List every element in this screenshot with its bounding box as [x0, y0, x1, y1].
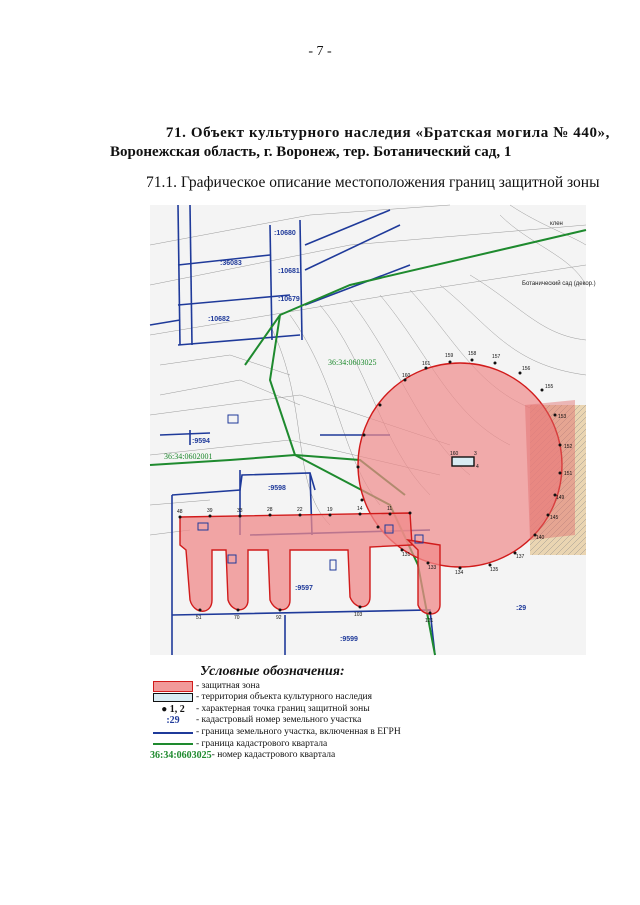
point-label: 152 [564, 444, 573, 450]
point-label: 131 [402, 552, 411, 558]
point-label: 160 [450, 451, 459, 457]
point-label: 149 [556, 495, 565, 501]
section-subheading: 71.1. Графическое описание местоположения границ защитной зоны [146, 174, 600, 191]
legend-symbol [150, 693, 196, 702]
legend-text: - характерная точка границ защитной зоны [196, 703, 370, 714]
point-label: 22 [297, 507, 303, 513]
heading-line-1: 71. Объект культурного наследия «Братская могила № 440», [165, 125, 610, 141]
legend-symbol [150, 681, 196, 692]
point-label: 14 [357, 506, 363, 512]
point-label: 158 [468, 351, 477, 357]
point-label: 19 [327, 507, 333, 513]
parcel-label: :10682 [208, 316, 230, 323]
point-label: 153 [558, 414, 567, 420]
heritage-object [452, 457, 474, 466]
legend-row-object [150, 692, 570, 704]
point-label: 39 [207, 508, 213, 514]
point-label: 33 [237, 508, 243, 514]
legend-row-cad-number [150, 715, 570, 727]
point-label: 51 [196, 615, 202, 621]
point-label: 11 [387, 506, 393, 512]
legend-row-green-line [150, 739, 570, 751]
legend-text: - граница кадастрового квартала [196, 738, 328, 749]
parcel-label: :10681 [278, 268, 300, 275]
place-label: клен [550, 221, 563, 227]
point-label: 121 [425, 618, 434, 624]
parcel-label: :36083 [220, 260, 242, 267]
parcel-label: :10680 [274, 230, 296, 237]
legend-symbol [150, 732, 196, 734]
point-label: 28 [267, 507, 273, 513]
legend-text: - территория объекта культурного наследия [196, 692, 372, 703]
point-label: 157 [492, 354, 501, 360]
point-label: 70 [234, 615, 240, 621]
point-label: 155 [545, 384, 554, 390]
legend-title: Условные обозначения: [200, 664, 345, 679]
parcel-label: :9598 [268, 485, 286, 492]
blue-line-swatch [153, 732, 193, 734]
legend-row-zone [150, 681, 570, 693]
point-label: 48 [177, 509, 183, 515]
point-label: 151 [564, 471, 573, 477]
zone-swatch [153, 681, 193, 692]
quarter-label: 36:34:0603025 [328, 358, 377, 367]
legend-row-point [150, 704, 570, 716]
page-number: - 7 - [308, 44, 332, 59]
heading-line-2: Воронежская область, г. Воронеж, тер. Ботанический сад, 1 [110, 144, 512, 160]
point-label: 3 [474, 451, 477, 457]
legend-row-quarter-number [150, 750, 570, 762]
legend-text: - защитная зона [196, 680, 260, 691]
point-label: 135 [490, 567, 499, 573]
point-label: 92 [276, 615, 282, 621]
point-label: 4 [476, 464, 479, 470]
cadastral-map [150, 205, 596, 655]
parcel-label: :9594 [192, 438, 210, 445]
map-legend [150, 666, 570, 762]
legend-symbol: 36:34:0603025 [150, 750, 212, 762]
legend-symbol: :29 [166, 715, 180, 727]
parcel-label: :9599 [340, 636, 358, 643]
point-label: 145 [550, 515, 559, 521]
point-label: 159 [445, 353, 454, 359]
legend-symbol [150, 743, 196, 745]
document-heading [110, 124, 610, 162]
quarter-label: 36:34:0602001 [164, 452, 213, 461]
parcel-label: :9597 [295, 585, 313, 592]
object-swatch [153, 693, 193, 702]
point-label: 133 [428, 565, 437, 571]
point-label: 156 [522, 366, 531, 372]
green-line-swatch [153, 743, 193, 745]
point-label: 140 [536, 535, 545, 541]
point-label: 137 [516, 554, 525, 560]
point-label: 160 [402, 373, 411, 379]
point-label: 134 [455, 570, 464, 576]
legend-row-blue-line [150, 727, 570, 739]
point-label: 161 [422, 361, 431, 367]
legend-text: - кадастровый номер земельного участка [196, 715, 362, 726]
legend-text: - граница земельного участка, включенная в ЕГРН [196, 726, 401, 737]
legend-symbol: ● 1, 2 [161, 703, 185, 715]
parcel-label: :10679 [278, 296, 300, 303]
parcel-label: :29 [516, 605, 527, 612]
legend-text: - номер кадастрового квартала [211, 750, 336, 761]
place-label: Ботанический сад (декор.) [522, 281, 596, 287]
point-label: 103 [354, 612, 363, 618]
